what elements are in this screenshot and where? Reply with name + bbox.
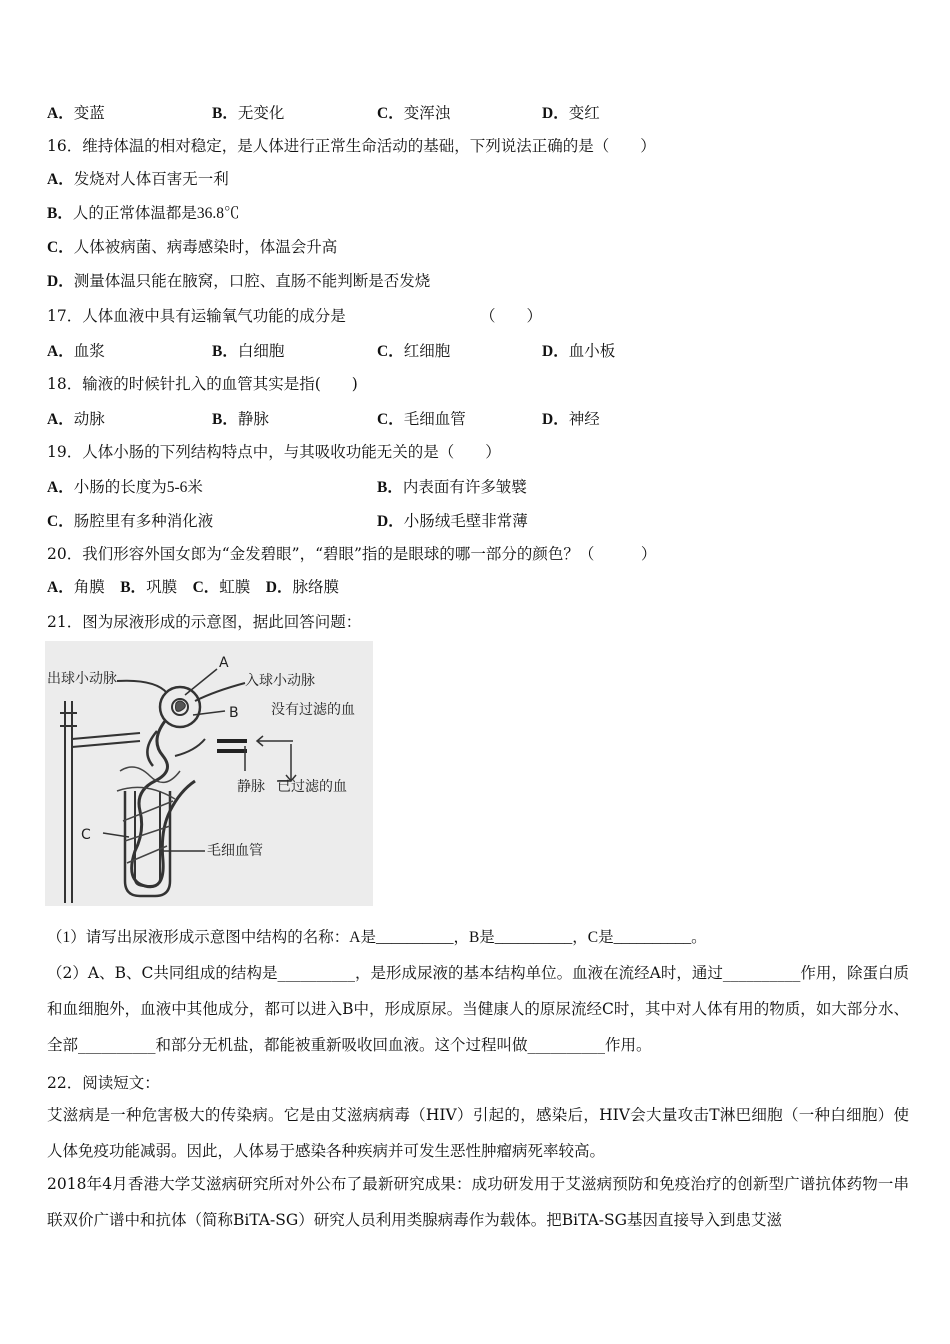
q16-option-b: B．人的正常体温都是36.8℃ bbox=[47, 205, 240, 222]
q18-option-c: C．毛细血管 bbox=[377, 411, 466, 428]
connecting-tubule bbox=[72, 733, 140, 747]
q18-stem: 18．输液的时候针扎入的血管其实是指( ) bbox=[47, 375, 358, 393]
tubule-loop bbox=[147, 731, 157, 766]
q17-option-a: A．血浆 bbox=[47, 343, 105, 360]
q19-option-d: D．小肠绒毛壁非常薄 bbox=[377, 513, 528, 530]
q18-option-a: A．动脉 bbox=[47, 411, 105, 428]
label-vein: 静脉 bbox=[237, 779, 265, 795]
q22-stem: 22．阅读短文： bbox=[47, 1074, 160, 1092]
label-unfiltered: 没有过滤的血 bbox=[271, 702, 355, 718]
label-b: B bbox=[229, 705, 239, 721]
q15-option-a: A．变蓝 bbox=[47, 105, 105, 122]
q21-stem: 21．图为尿液形成的示意图，据此回答问题： bbox=[47, 613, 362, 631]
q21-sub1: （1）请写出尿液形成示意图中结构的名称：A是__________，B是__________，C是__________。 bbox=[47, 929, 707, 946]
q18-option-d: D．神经 bbox=[542, 411, 600, 428]
q18-option-b: B．静脉 bbox=[212, 411, 269, 428]
q21-sub2: （2）A、B、C共同组成的结构是__________，是形成尿液的基本结构单位。血液在流经A时，通过__________作用，除蛋白质和血细胞外，血液中其他成分，都可以进入B中，形成原尿。当健康人的原尿流经C时，其中对人体有用的物质，如大部分水、全部__________和部分无机盐，都能被重新吸收回血液。这个过程叫做__________作用。 bbox=[47, 964, 909, 1054]
q17-answer-paren: （ ） bbox=[480, 307, 543, 325]
q16-stem: 16．维持体温的相对稳定，是人体进行正常生命活动的基础，下列说法正确的是（ ） bbox=[47, 137, 656, 155]
q17-option-c: C．红细胞 bbox=[377, 343, 451, 360]
q17-option-b: B．白细胞 bbox=[212, 343, 285, 360]
pointer-a bbox=[185, 669, 217, 695]
efferent-line bbox=[117, 681, 167, 693]
q15-option-c: C．变浑浊 bbox=[377, 105, 451, 122]
duct-markers bbox=[60, 713, 77, 726]
renal-tubule bbox=[132, 721, 195, 887]
afferent-line bbox=[195, 683, 245, 701]
q16-option-d: D．测量体温只能在腋窝，口腔、直肠不能判断是否发烧 bbox=[47, 273, 431, 290]
q15-option-b: B．无变化 bbox=[212, 105, 285, 122]
q16-option-c: C．人体被病菌、病毒感染时，体温会升高 bbox=[47, 239, 338, 256]
q19-stem: 19．人体小肠的下列结构特点中，与其吸收功能无关的是（ ） bbox=[47, 443, 501, 461]
collecting-duct bbox=[65, 701, 72, 903]
q20-stem: 20．我们形容外国女郎为“金发碧眼”，“碧眼”指的是眼球的哪一部分的颜色？（ ） bbox=[47, 545, 657, 563]
nephron-diagram bbox=[45, 641, 373, 906]
vein-bar-bottom bbox=[217, 749, 247, 753]
nephron-diagram-svg bbox=[45, 641, 373, 906]
q17-option-d: D．血小板 bbox=[542, 343, 616, 360]
q19-option-a: A．小肠的长度为5-6米 bbox=[47, 479, 203, 496]
label-a: A bbox=[219, 655, 229, 671]
label-efferent: 出球小动脉 bbox=[47, 671, 117, 687]
label-c: C bbox=[81, 827, 91, 843]
q17-stem: 17．人体血液中具有运输氧气功能的成分是 bbox=[47, 307, 346, 325]
arrow-unfiltered bbox=[257, 736, 293, 746]
q22-paragraph-2: 2018年4月香港大学艾滋病研究所对外公布了最新研究成果：成功研发用于艾滋病预防和免疫治疗的创新型广谱抗体药物一串联双价广谱中和抗体（简称BiTA-SG）研究人员利用类腺病毒作为载体。把BiTA-SG基因直接导入到患艾滋 bbox=[47, 1175, 909, 1229]
label-afferent: 入球小动脉 bbox=[245, 673, 315, 689]
q19-option-b: B．内表面有许多皱襞 bbox=[377, 479, 527, 496]
glomerulus-knot bbox=[176, 701, 186, 711]
q15-option-d: D．变红 bbox=[542, 105, 600, 122]
vein-line bbox=[175, 739, 205, 756]
q16-option-a: A．发烧对人体百害无一利 bbox=[47, 171, 229, 188]
arrow-down bbox=[286, 744, 296, 781]
q22-paragraph-1: 艾滋病是一种危害极大的传染病。它是由艾滋病病毒（HIV）引起的，感染后，HIV会大量攻击T淋巴细胞（一种白细胞）使人体免疫功能减弱。因此，人体易于感染各种疾病并可发生恶性肿瘤病死率较高。 bbox=[47, 1106, 909, 1160]
vein-bar-top bbox=[217, 739, 247, 743]
label-capillary: 毛细血管 bbox=[207, 843, 263, 859]
q19-option-c: C．肠腔里有多种消化液 bbox=[47, 513, 214, 530]
label-filtered: 已过滤的血 bbox=[277, 779, 347, 795]
q20-options: A．角膜 B．巩膜 C．虹膜 D．脉络膜 bbox=[47, 579, 340, 596]
